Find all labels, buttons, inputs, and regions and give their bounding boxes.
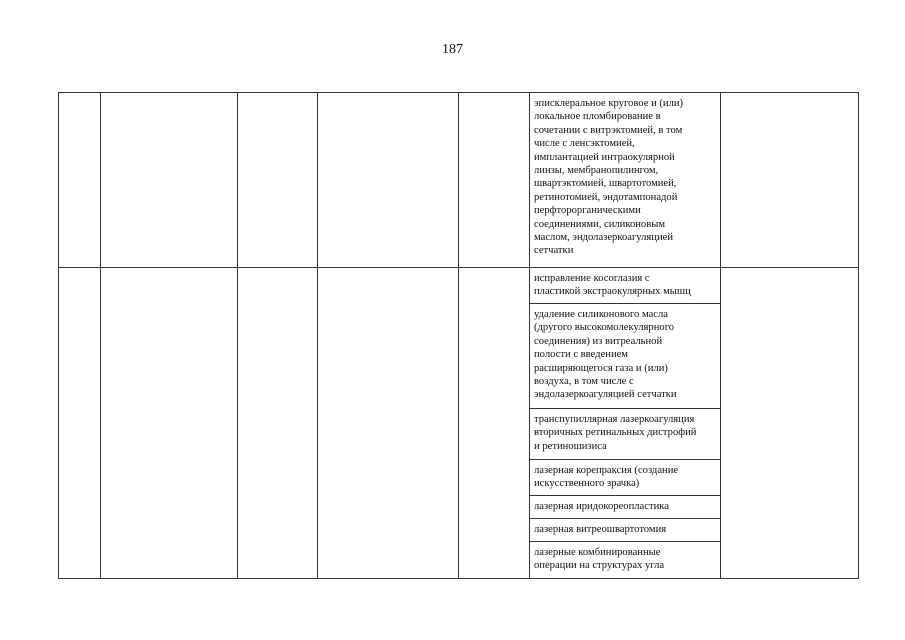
procedure-item: транспупиллярная лазеркоагуляция вторичных ретинальных дистрофий и ретиношизиса bbox=[530, 409, 720, 460]
procedure-cell bbox=[530, 93, 721, 268]
table-cell-empty bbox=[238, 93, 318, 268]
table-cell-empty bbox=[59, 268, 101, 579]
procedure-item: лазерные комбинированные операции на структурах угла bbox=[534, 547, 665, 572]
table-cell-empty bbox=[721, 268, 859, 579]
procedure-cell bbox=[530, 268, 721, 579]
procedure-item: удаление силиконового масла (другого высокомолекулярного соединения) из витреальной полости с введением расширяющегося газа и (или) воздуха, в том числе с эндолазеркоагуляцией сетчатки bbox=[530, 304, 720, 409]
procedure-item: лазерная корепраксия (создание искусственного зрачка) bbox=[530, 460, 720, 496]
table-cell-empty bbox=[459, 93, 530, 268]
table-cell-empty bbox=[318, 93, 459, 268]
table-cell-empty bbox=[101, 93, 238, 268]
table-cell-empty bbox=[459, 268, 530, 579]
table-cell-empty bbox=[721, 93, 859, 268]
table-cell-empty bbox=[318, 268, 459, 579]
procedures-table bbox=[58, 92, 859, 579]
procedure-item: лазерная витреошвартотомия bbox=[530, 519, 720, 542]
table-row bbox=[59, 93, 859, 268]
procedure-text: эписклеральное круговое и (или) локальное пломбирование в сочетании с витрэктомией, в том числе с ленсэктомией, имплантацией интраокулярной линзы, мембранопилингом, швартэктомией, швартотомией, ретинотомией, эндотампонадой перфторорганическими соединениями, силиконовым маслом, эндолазеркоагуляцией сетчатки bbox=[534, 98, 684, 257]
page-number: 187 bbox=[442, 42, 463, 57]
table-cell-empty bbox=[101, 268, 238, 579]
procedure-list bbox=[530, 268, 720, 578]
table-cell-empty bbox=[59, 93, 101, 268]
table-cell-empty bbox=[238, 268, 318, 579]
procedure-item: исправление косоглазия с пластикой экстраокулярных мышц bbox=[530, 268, 720, 304]
table-row bbox=[59, 268, 859, 579]
procedure-item: лазерная иридокореопластика bbox=[530, 496, 720, 519]
